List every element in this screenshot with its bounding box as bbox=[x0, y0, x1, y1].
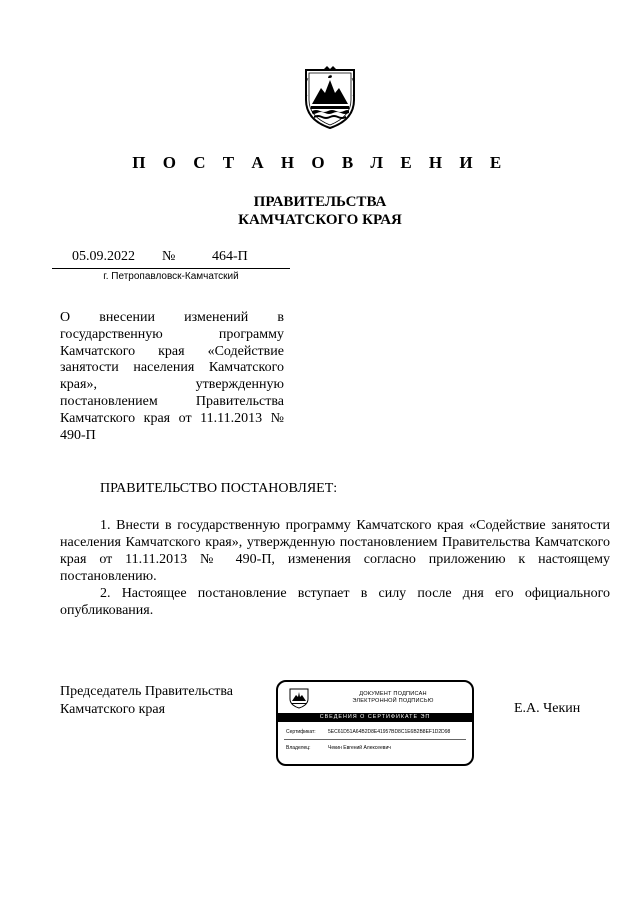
coat-of-arms-icon bbox=[302, 66, 358, 130]
document-body bbox=[60, 517, 610, 619]
date-number-row bbox=[52, 249, 290, 267]
electronic-signature-stamp bbox=[276, 680, 474, 766]
signature-position-line-2: Камчатского края bbox=[60, 702, 166, 717]
stamp-header-line-1: ДОКУМЕНТ ПОДПИСАН bbox=[359, 691, 427, 697]
number-sign: № bbox=[162, 249, 176, 264]
issuer-line-2: КАМЧАТСКОГО КРАЯ bbox=[238, 212, 402, 228]
stamp-cert-value: 5EC61D51A64B2D8E41957BD8C1E6B2B8EF1D2D98 bbox=[328, 729, 451, 735]
document-place: г. Петропавловск-Камчатский bbox=[103, 271, 239, 282]
date-underline bbox=[52, 268, 290, 269]
decree-heading: ПРАВИТЕЛЬСТВО ПОСТАНОВЛЯЕТ: bbox=[100, 481, 338, 496]
paragraph-1: 1. Внести в государственную программу Камчатского края «Содействие занятости населения Камчатского края», утвержденную постановлением Правительства Камчатского края от 11.11.2013 № 490-П, изменения согласно приложению к настоящему постановлению. bbox=[60, 518, 610, 584]
issuer-line-1: ПРАВИТЕЛЬСТВА bbox=[253, 194, 387, 210]
document-number: 464-П bbox=[212, 249, 248, 264]
signature-position bbox=[60, 683, 270, 719]
stamp-owner-label: Владелец: bbox=[286, 745, 311, 751]
document-date: 05.09.2022 bbox=[72, 249, 135, 264]
stamp-emblem-icon bbox=[288, 687, 310, 709]
stamp-header bbox=[318, 691, 468, 705]
signer-name: Е.А. Чекин bbox=[514, 701, 581, 716]
stamp-cert-label: Сертификат: bbox=[286, 729, 316, 735]
signature-position-line-1: Председатель Правительства bbox=[60, 684, 233, 699]
issuer-block bbox=[0, 193, 640, 229]
stamp-owner-value: Чекин Евгений Алексеевич bbox=[328, 745, 391, 751]
stamp-separator bbox=[284, 739, 466, 740]
stamp-cert-bar: СВЕДЕНИЯ О СЕРТИФИКАТЕ ЭП bbox=[278, 713, 472, 722]
stamp-header-line-2: ЭЛЕКТРОННОЙ ПОДПИСЬЮ bbox=[352, 698, 434, 704]
document-type-title: П О С Т А Н О В Л Е Н И Е bbox=[132, 153, 508, 172]
paragraph-2: 2. Настоящее постановление вступает в силу после дня его официального опубликования. bbox=[60, 586, 610, 618]
document-subject: О внесении изменений в государственную программу Камчатского края «Содействие занятости населения Камчатского края», утвержденную постановлением Правительства Камчатского края от 11.11.2013 № 490-П bbox=[60, 310, 284, 443]
